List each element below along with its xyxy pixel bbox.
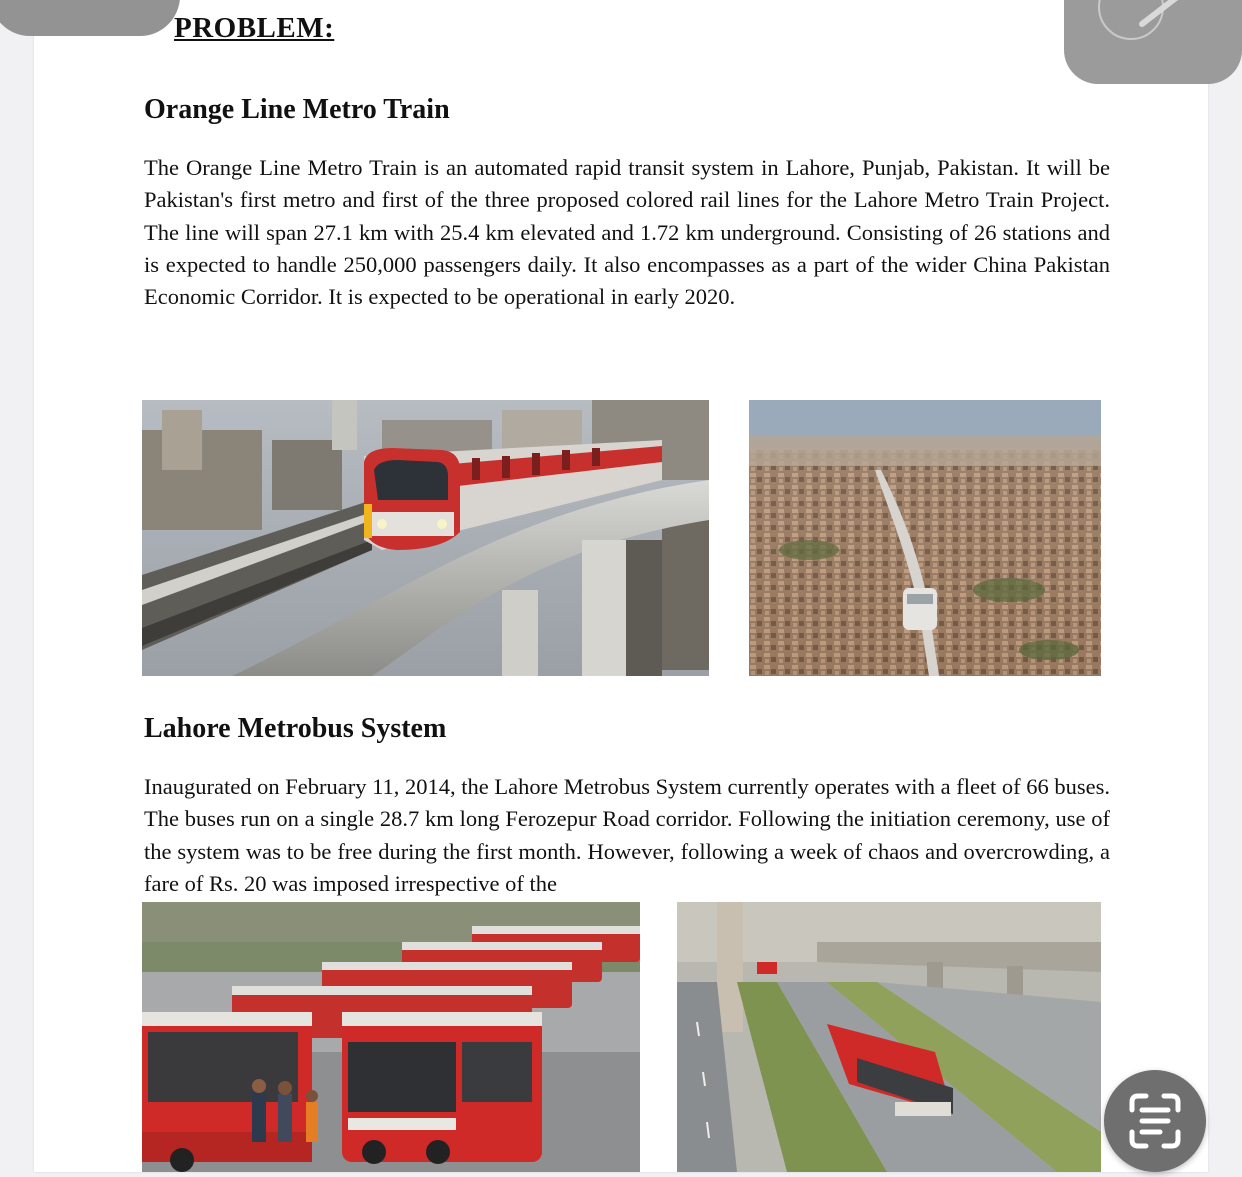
- section-body-metrobus: Inaugurated on February 11, 2014, the Lahore Metrobus System currently operates with a fleet of 66 buses. The buses run on a single 28.7 km long Ferozepur Road corridor. Following the initiation ceremony, use of the system was to be free during the first month. However, following a week of chaos and overcrowding, a fare of Rs. 20 was imposed irrespective of the: [144, 774, 1110, 896]
- metrobus-corridor-photo: [677, 902, 1101, 1172]
- pencil-icon: [1124, 0, 1214, 30]
- orange-line-train-photo: [142, 400, 709, 676]
- edit-button[interactable]: [1064, 0, 1242, 84]
- section-title-metrobus: Lahore Metrobus System: [144, 713, 447, 744]
- lahore-aerial-photo: [749, 400, 1101, 676]
- text-scan-button[interactable]: [1104, 1070, 1206, 1172]
- section-title-orange-line: Orange Line Metro Train: [144, 94, 450, 125]
- problem-heading: PROBLEM:: [174, 12, 335, 44]
- text-scan-icon: [1104, 1070, 1206, 1172]
- section-body-orange-line: The Orange Line Metro Train is an automated rapid transit system in Lahore, Punjab, Pakistan. It will be Pakistan's first metro and first of the three proposed colored rail lines for the Lahore Metro Train Project. The line will span 27.1 km with 25.4 km elevated and 1.72 km underground. Consisting of 26 stations and is expected to handle 250,000 passengers daily. It also encompasses as a part of the wider China Pakistan Economic Corridor. It is expected to be operational in early 2020.: [144, 155, 1110, 310]
- back-overlay-button[interactable]: [0, 0, 180, 36]
- metrobus-fleet-photo: [142, 902, 640, 1172]
